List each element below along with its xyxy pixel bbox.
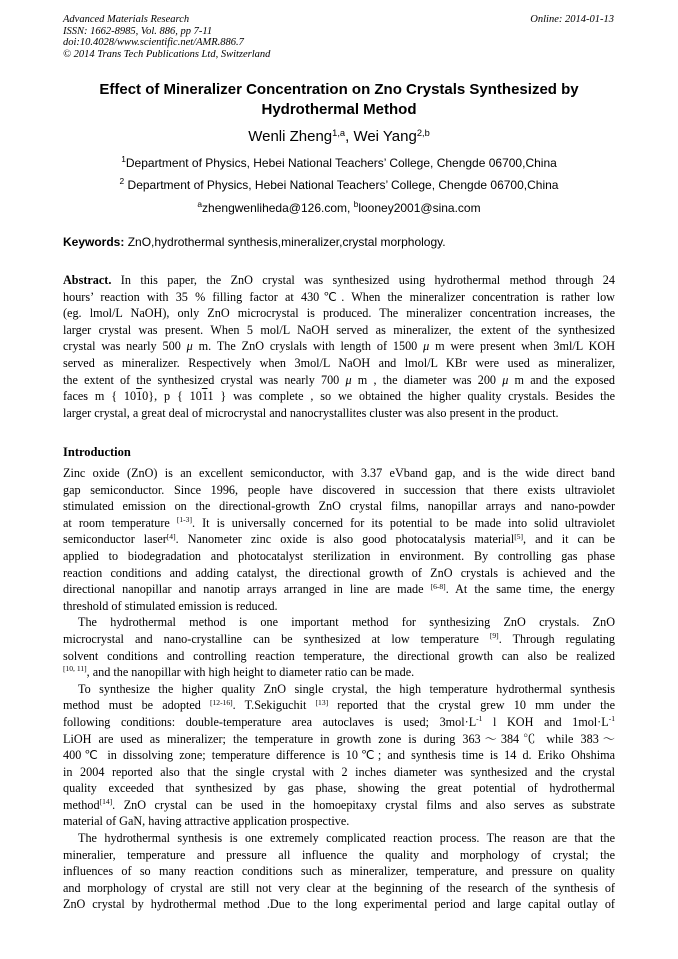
intro-line: at room temperature [1-3]. It is universally concerned for its potential to be made into solid ultraviolet xyxy=(63,515,615,530)
intro-line: 400℃ in dissolving zone; temperature difference is 10℃; and synthesis time is 14 d. Eriko Ohshima xyxy=(63,748,615,763)
issn-line: ISSN: 1662-8985, Vol. 886, pp 7-11 xyxy=(63,25,213,37)
affiliation-2 xyxy=(63,175,615,192)
abstract-line: the extent of the synthesized crystal was nearly 700 μ m , the diameter was 200 μ m and the exposed xyxy=(63,372,615,387)
title-line-1: Effect of Mineralizer Concentration on Zno Crystals Synthesized by xyxy=(99,81,579,98)
citation: [13] xyxy=(315,697,329,707)
abstract-line: larger crystal, a great deal of microcrystal and nanocrystallites cluster was also present in the product. xyxy=(63,405,559,420)
journal-name: Advanced Materials Research xyxy=(63,14,190,25)
email-b-marker: b xyxy=(353,198,359,209)
citation: [6-8] xyxy=(430,581,446,591)
intro-line: [10, 11], and the nanopillar with high height to diameter ratio can be made. xyxy=(63,664,415,680)
abstract-line: served as mineralizer. Respectively when 3mol/L NaOH and lmol/L KBr were used as mineralizer, xyxy=(63,355,615,370)
superscript: -1 xyxy=(608,714,615,724)
intro-line: stimulated emission on the directional-growth ZnO crystal films, nanopillar arrays and nano-powder xyxy=(63,499,615,514)
abstract-line: Abstract. In this paper, the ZnO crystal was synthesized using hydrothermal method through 24 xyxy=(63,273,615,287)
intro-line: The hydrothermal synthesis is one extremely complicated reaction process. The reason are that the xyxy=(78,831,615,846)
intro-line: material of GaN, having attractive application prospective. xyxy=(63,814,350,829)
author-emails xyxy=(63,198,615,215)
citation: [5] xyxy=(514,531,524,541)
title-line-2: Hydrothermal Method xyxy=(261,101,417,118)
intro-line: LiOH are used as mineralizer; the temperature in growth zone is during 363～384℃ while 383～ xyxy=(63,731,615,746)
mu-symbol: μ xyxy=(423,339,430,354)
author-1: Wenli Zheng xyxy=(248,128,333,145)
abstract-line: faces m { 1010}, p { 1011 } was complete , so we obtained the higher quality crystals. Besides the xyxy=(63,389,616,404)
intro-line: solvent conditions and controlling reaction temperature, the directional growth can also be realized xyxy=(63,648,615,663)
affiliation-2-marker: 2 xyxy=(119,175,125,186)
affiliation-2-text: Department of Physics, Hebei National Teachers’ College, Chengde 06700,China xyxy=(124,178,559,192)
abstract xyxy=(63,272,615,421)
intro-line: The hydrothermal method is one important method for synthesizing ZnO crystals. ZnO xyxy=(78,615,615,630)
intro-line: in 2004 reported also that the single crystal with 2 inches diameter was synthesized and the crystal xyxy=(63,764,615,779)
section-heading-introduction: Introduction xyxy=(63,445,131,459)
journal-header xyxy=(63,14,270,60)
abstract-line: larger crystal was present. When 5 mol/L NaOH served as mineralizer, the extent of the synthesized xyxy=(63,322,615,337)
citation: [9] xyxy=(489,631,499,641)
intro-line: To synthesize the higher quality ZnO single crystal, the high temperature hydrothermal synthesis xyxy=(78,681,615,696)
miller-index-bar: 1 xyxy=(201,389,208,404)
intro-line: method[14]. ZnO crystal can be used in the homoepitaxy crystal films and also serves as substrate xyxy=(63,797,615,812)
intro-line: quality exceeded that synthesized by gas phase, showing the great potential of hydrothermal xyxy=(63,781,615,796)
intro-line: reaction conditions and adding catalyst, the directional growth of ZnO crystals is achieved and the xyxy=(63,565,615,580)
mu-symbol: μ xyxy=(345,372,352,387)
author-2: Wei Yang xyxy=(353,128,417,145)
author-2-affil-marker: 2,b xyxy=(416,127,430,138)
intro-line: applied to biodegradation and photocatalyst sterilization in environment. By controlling gas phase xyxy=(63,548,615,563)
affiliation-1 xyxy=(63,153,615,170)
email-b: looney2001@sina.com xyxy=(358,201,481,215)
intro-line: threshold of stimulated emission is reduced. xyxy=(63,598,278,613)
intro-line: gap semiconductor. Since 1996, people have discovered in succession that there exists ultraviolet xyxy=(63,482,615,497)
mu-symbol: μ xyxy=(502,372,509,387)
abstract-line: (eg. lmol/L NaOH), only ZnO microcrystal is produced. The mineralizer concentration increases, the xyxy=(63,306,615,321)
superscript: -1 xyxy=(476,714,483,724)
citation: [10, 11] xyxy=(63,664,87,674)
keywords-label: Keywords: xyxy=(63,235,125,249)
abstract-label: Abstract. xyxy=(63,273,112,287)
paper-title xyxy=(63,80,615,120)
online-date: Online: 2014-01-13 xyxy=(530,14,614,25)
keywords xyxy=(63,235,615,249)
intro-line: semiconductor laser[4]. Nanometer zinc oxide is also good photocatalysis material[5], and it can be xyxy=(63,531,615,547)
intro-line: mineralier, temperature and pressure all influence the quality and morphology of crystal; the xyxy=(63,847,615,862)
author-separator: , xyxy=(345,128,354,145)
affiliation-1-marker: 1 xyxy=(121,153,126,164)
citation: [12-16] xyxy=(210,697,233,707)
copyright-line: © 2014 Trans Tech Publications Ltd, Switzerland xyxy=(63,48,271,60)
keywords-text: ZnO,hydrothermal synthesis,mineralizer,crystal morphology. xyxy=(124,235,446,249)
citation: [1-3] xyxy=(176,515,192,525)
intro-line: following conditions: double-temperature area autoclaves is used; 3mol·L$^{-1}$ l KOH and 1mol·L$^{-1}$ xyxy=(63,714,615,729)
abstract-line: crystal was nearly 500 μ m. The ZnO cryslals with length of 1500 μ m were present when 3ml/L KOH xyxy=(63,339,615,354)
citation: [4] xyxy=(166,531,176,541)
intro-line: microcrystal and nano-crystalline can be synthesized at low temperature [9]. Through regulating xyxy=(63,631,615,646)
intro-line: influences of so many reaction conditions such as mineralizer, temperature, and pressure on quality xyxy=(63,864,615,879)
author-list xyxy=(63,127,615,147)
introduction-body xyxy=(63,465,615,913)
affiliation-1-text: Department of Physics, Hebei National Teachers’ College, Chengde 06700,China xyxy=(125,156,557,170)
mu-symbol: μ xyxy=(186,339,193,354)
email-a: zhengwenliheda@126.com, xyxy=(202,201,354,215)
doi-line: doi:10.4028/www.scientific.net/AMR.886.7 xyxy=(63,37,244,49)
miller-index-bar: 1 xyxy=(136,389,143,404)
abstract-line: hours’ reaction with 35 % filling factor at 430℃. When the mineralizer concentration is rather low xyxy=(63,289,615,304)
intro-line: directional nanopillar and nanotip arrays arranged in line are made [6-8]. At the same time, the energy xyxy=(63,581,616,597)
intro-line: method must be adopted [12-16]. T.Sekiguchit [13] reported that the crystal grew 10 mm under the xyxy=(63,697,616,713)
intro-line: Zinc oxide (ZnO) is an excellent semiconductor, with 3.37 eVband gap, and is the wide direct band xyxy=(63,466,615,480)
citation: [14] xyxy=(99,797,113,807)
intro-line: and morphology of crystal are still not very clear at the beginning of the research of the synthesis of xyxy=(63,880,615,895)
author-1-affil-marker: 1,a xyxy=(332,127,346,138)
intro-line: ZnO crystal by hydrothermal method .Due to the long experimental period and large capital outlay of xyxy=(63,897,615,912)
email-a-marker: a xyxy=(197,198,203,209)
